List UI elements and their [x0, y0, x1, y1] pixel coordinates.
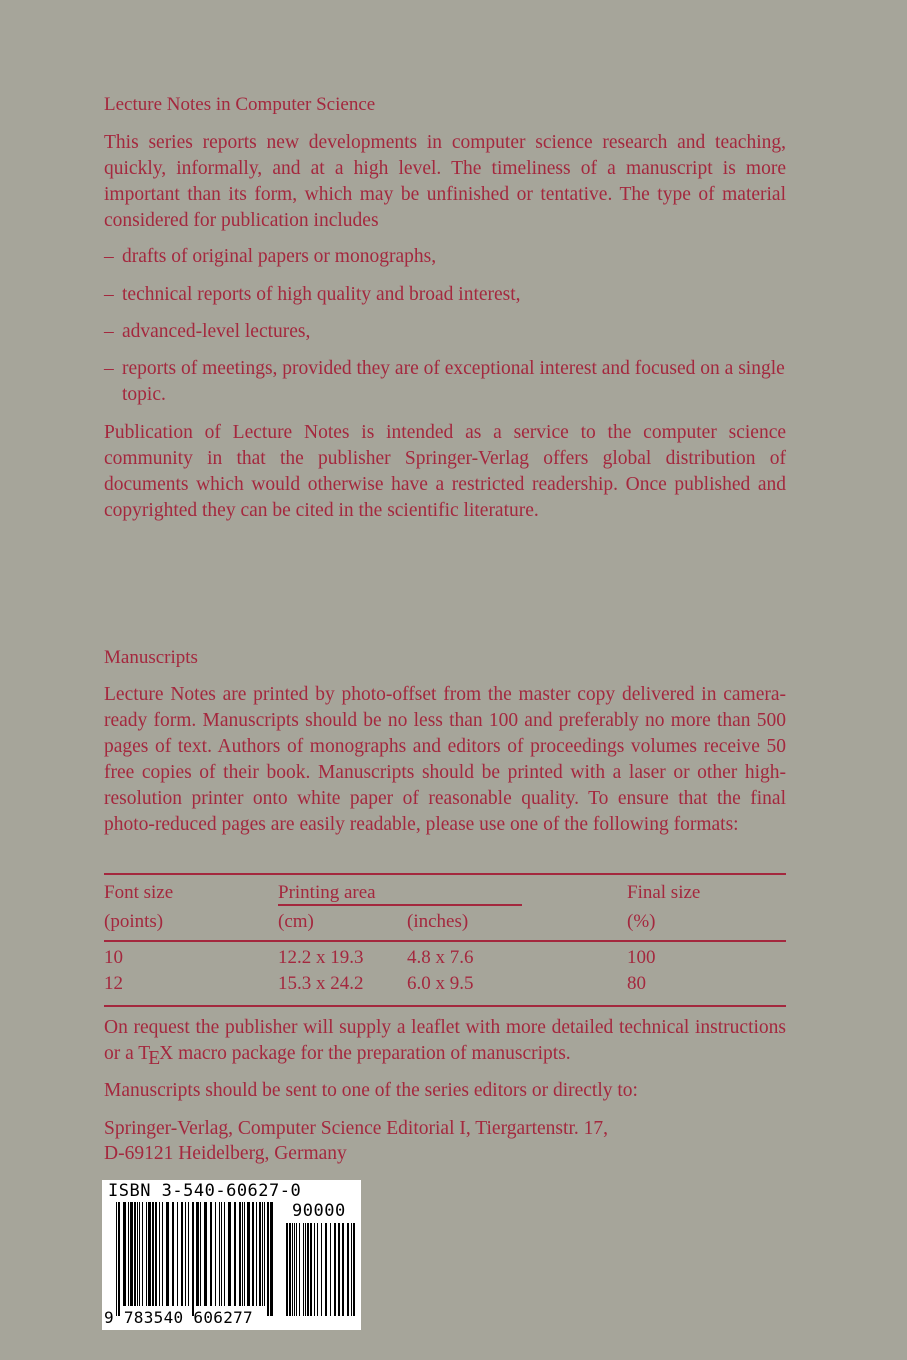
- barcode-bar: [247, 1202, 250, 1306]
- barcode-bar: [289, 1223, 291, 1316]
- barcode-bar: [228, 1202, 231, 1306]
- barcode-bar: [204, 1202, 207, 1306]
- barcode-bar: [234, 1202, 236, 1306]
- barcode-bar: [330, 1223, 331, 1316]
- barcode-bar: [192, 1202, 194, 1316]
- barcode-bar: [155, 1202, 157, 1306]
- barcode-bar: [210, 1202, 212, 1306]
- header-points: (points): [104, 911, 164, 932]
- barcode-bar: [139, 1202, 140, 1306]
- tex-logo-x: X: [159, 1043, 174, 1064]
- printing-area-rule: [278, 904, 522, 906]
- table-cell: 100: [627, 947, 656, 968]
- barcode-bar: [188, 1202, 189, 1306]
- barcode-bar: [152, 1202, 154, 1306]
- request-paragraph: [104, 1015, 786, 1067]
- request-text-end: macro package for the preparation of manuscripts.: [173, 1043, 571, 1064]
- address-line-2: D-69121 Heidelberg, Germany: [104, 1143, 347, 1164]
- barcode-bar: [239, 1202, 241, 1306]
- material-item-text: technical reports of high quality and broad interest,: [122, 284, 521, 305]
- barcode-bar: [146, 1202, 147, 1306]
- material-item: [104, 244, 786, 270]
- barcode-bar: [305, 1223, 306, 1316]
- barcode-bar: [134, 1202, 136, 1306]
- barcode-bar: [286, 1223, 288, 1316]
- barcode-bar: [314, 1223, 315, 1316]
- barcode-bar: [162, 1202, 163, 1306]
- barcode-bar: [123, 1202, 126, 1306]
- barcode-bar: [128, 1202, 129, 1306]
- barcode-bar: [267, 1202, 269, 1316]
- barcode-bar: [118, 1202, 120, 1316]
- bullet-dash: –: [104, 284, 114, 305]
- barcode-bar: [224, 1202, 225, 1306]
- barcode-bar: [321, 1223, 322, 1316]
- price-addon: 90000: [292, 1201, 346, 1221]
- table-cell: 80: [627, 973, 646, 994]
- series-title: Lecture Notes in Computer Science: [104, 94, 376, 115]
- barcode-bar: [342, 1223, 344, 1316]
- barcode-bar: [116, 1202, 117, 1316]
- barcode-bar: [264, 1202, 265, 1306]
- intro-paragraph: This series reports new developments in computer science research and teaching, quickly, informally, and at a high level. The timeliness of a manuscript is more important than its form, which may be unfinished or tentative. The type of material considered for publication includes: [104, 132, 786, 231]
- table-cell: 12.2 x 19.3: [278, 947, 364, 968]
- header-cm: (cm): [278, 911, 314, 932]
- header-inches: (inches): [407, 911, 469, 932]
- barcode-bar: [334, 1223, 336, 1316]
- barcode-bar: [185, 1202, 186, 1306]
- barcode-bar: [270, 1202, 273, 1316]
- barcode-bar: [262, 1202, 263, 1306]
- ean-digits: 9 783540 606277: [104, 1308, 253, 1327]
- table-bottom-rule: [104, 1005, 786, 1007]
- barcode-bar: [353, 1223, 355, 1316]
- barcode-bar: [221, 1202, 222, 1306]
- barcode-bar: [130, 1202, 133, 1306]
- table-cell: 12: [104, 973, 123, 994]
- barcode-bar: [299, 1223, 300, 1316]
- barcode-bar: [242, 1202, 243, 1306]
- barcode-bar: [303, 1223, 304, 1316]
- send-instruction: Manuscripts should be sent to one of the series editors or directly to:: [104, 1080, 638, 1101]
- bullet-dash: –: [104, 246, 114, 267]
- table-header-rule: [104, 940, 786, 942]
- barcode-bar: [307, 1223, 309, 1316]
- table-cell: 10: [104, 947, 123, 968]
- material-item-text: advanced-level lectures,: [122, 321, 311, 342]
- format-table: [104, 873, 786, 1008]
- header-font-size: Font size: [104, 882, 174, 903]
- barcode-bar: [294, 1223, 295, 1316]
- address-line-1: Springer-Verlag, Computer Science Editorial I, Tiergartenstr. 17,: [104, 1118, 608, 1139]
- barcode-bar: [347, 1223, 349, 1316]
- table-cell: 6.0 x 9.5: [407, 973, 474, 994]
- material-item-text: drafts of original papers or monographs,: [122, 246, 437, 267]
- barcode-bar: [137, 1202, 138, 1306]
- material-item: [104, 356, 786, 408]
- barcode-bar: [296, 1223, 297, 1316]
- tex-logo-e: E: [148, 1048, 161, 1069]
- bullet-dash: –: [104, 321, 114, 342]
- barcode-bar: [196, 1202, 199, 1306]
- table-top-rule: [104, 873, 786, 875]
- barcode-bar: [166, 1202, 169, 1306]
- publication-paragraph: Publication of Lecture Notes is intended as a service to the computer science community in that the publisher Springer-Verlag offers global distribution of documents which would otherwise have a restricted readership. Once published and copyrighted they can be cited in the scientific literature.: [104, 422, 786, 521]
- table-cell: 15.3 x 24.2: [278, 973, 364, 994]
- barcode-bar: [338, 1223, 340, 1316]
- barcode-bar: [310, 1223, 312, 1316]
- manuscripts-heading: Manuscripts: [104, 647, 198, 668]
- barcode-bar: [252, 1202, 254, 1306]
- barcode-bar: [215, 1202, 216, 1306]
- header-final-size: Final size: [627, 882, 701, 903]
- header-percent: (%): [627, 911, 656, 932]
- bullet-dash: –: [104, 358, 114, 379]
- material-item: [104, 282, 786, 308]
- barcode-bar: [177, 1202, 178, 1306]
- barcode-bar: [142, 1202, 143, 1306]
- barcode-bar: [244, 1202, 245, 1306]
- barcode-bar: [159, 1202, 160, 1306]
- barcode-bar: [259, 1202, 261, 1306]
- barcode-bar: [200, 1202, 201, 1306]
- barcode-bar: [292, 1223, 293, 1316]
- barcode-bar: [256, 1202, 257, 1306]
- barcode-bar: [172, 1202, 174, 1306]
- isbn-barcode: [102, 1180, 361, 1330]
- manuscripts-paragraph: Lecture Notes are printed by photo-offset from the master copy delivered in camera-ready form. Manuscripts should be no less than 100 and preferably no more than 500 pages of text. Authors of monographs and editors of proceedings volumes receive 50 free copies of their book. Manuscripts should be printed with a laser or other high-resolution printer onto white paper of reasonable quality. To ensure that the final photo-reduced pages are easily readable, please use one of the following formats:: [104, 684, 786, 835]
- isbn-label: ISBN 3-540-60627-0: [108, 1181, 302, 1201]
- barcode-bar: [181, 1202, 183, 1306]
- material-item-text: reports of meetings, provided they are of exceptional interest and focused on a single topic.: [122, 358, 785, 405]
- barcode-bar: [219, 1202, 220, 1306]
- table-cell: 4.8 x 7.6: [407, 947, 474, 968]
- header-printing-area: Printing area: [278, 882, 376, 903]
- request-text: On request the publisher will supply a leaflet with more detailed technical instructions or a T: [104, 1017, 786, 1064]
- material-item: [104, 319, 786, 345]
- barcode-bar: [148, 1202, 151, 1306]
- barcode-bar: [325, 1223, 327, 1316]
- barcode-bar: [351, 1223, 352, 1316]
- barcode-bar: [317, 1223, 318, 1316]
